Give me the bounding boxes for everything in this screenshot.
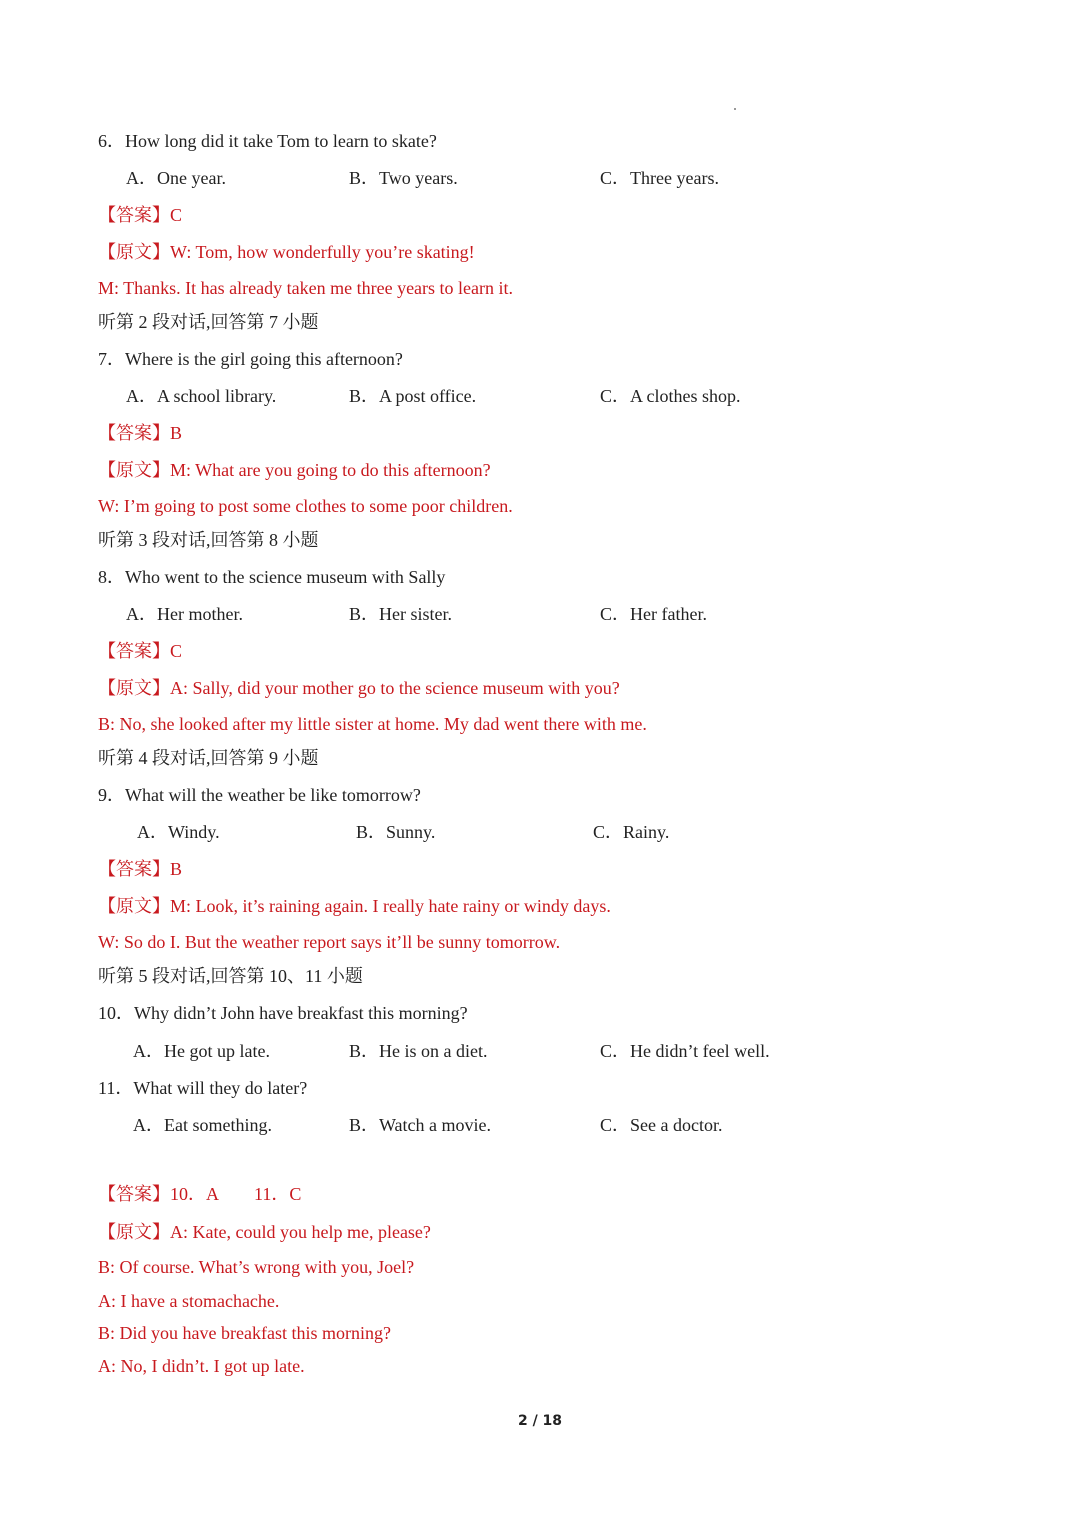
section-heading-4: 听第 4 段对话,回答第 9 小题	[98, 748, 319, 768]
q8-option-c: C．Her father.	[600, 604, 707, 624]
q10-11-transcript-line-1: 【原文】A: Kate, could you help me, please?	[98, 1222, 431, 1242]
question-6: 6．How long did it take Tom to learn to skate?	[98, 131, 437, 151]
q6-option-b: B．Two years.	[349, 168, 458, 188]
q10-11-transcript-line-2: B: Of course. What’s wrong with you, Joel?	[98, 1257, 415, 1277]
question-8: 8．Who went to the science museum with Sally	[98, 567, 446, 587]
q7-option-a: A．A school library.	[126, 386, 277, 406]
q6-transcript-line-1: 【原文】W: Tom, how wonderfully you’re skating!	[98, 242, 475, 262]
section-heading-3: 听第 3 段对话,回答第 8 小题	[98, 530, 319, 550]
q8-transcript-line-1: 【原文】A: Sally, did your mother go to the science museum with you?	[98, 678, 620, 698]
section-heading-5: 听第 5 段对话,回答第 10、11 小题	[98, 966, 363, 986]
q8-answer: 【答案】C	[98, 641, 183, 661]
q10-11-transcript-line-5: A: No, I didn’t. I got up late.	[98, 1356, 305, 1376]
q10-11-transcript-line-4: B: Did you have breakfast this morning?	[98, 1323, 391, 1343]
q9-transcript-line-2: W: So do I. But the weather report says it’ll be sunny tomorrow.	[98, 932, 561, 952]
q10-11-answer: 【答案】10．A 11．C	[98, 1184, 302, 1204]
q7-transcript-line-2: W: I’m going to post some clothes to some poor children.	[98, 496, 513, 516]
question-10: 10．Why didn’t John have breakfast this morning?	[98, 1003, 468, 1023]
question-9: 9．What will the weather be like tomorrow?	[98, 785, 421, 805]
q7-option-b: B．A post office.	[349, 386, 477, 406]
question-11: 11．What will they do later?	[98, 1078, 308, 1098]
q11-option-c: C．See a doctor.	[600, 1115, 723, 1135]
q8-option-b: B．Her sister.	[349, 604, 452, 624]
q10-option-b: B．He is on a diet.	[349, 1041, 488, 1061]
q7-answer: 【答案】B	[98, 423, 183, 443]
q7-option-c: C．A clothes shop.	[600, 386, 741, 406]
scan-dot	[734, 108, 736, 110]
q6-transcript-line-2: M: Thanks. It has already taken me three years to learn it.	[98, 278, 514, 298]
q8-option-a: A．Her mother.	[126, 604, 243, 624]
q10-option-a: A．He got up late.	[133, 1041, 270, 1061]
q9-option-b: B．Sunny.	[356, 822, 436, 842]
q9-answer: 【答案】B	[98, 859, 183, 879]
q10-11-transcript-line-3: A: I have a stomachache.	[98, 1291, 280, 1311]
page-number: 2 / 18	[517, 1413, 563, 1429]
q6-option-c: C．Three years.	[600, 168, 719, 188]
q9-transcript-line-1: 【原文】M: Look, it’s raining again. I really hate rainy or windy days.	[98, 896, 611, 916]
q7-transcript-line-1: 【原文】M: What are you going to do this afternoon?	[98, 460, 491, 480]
q9-option-a: A．Windy.	[137, 822, 220, 842]
q10-option-c: C．He didn’t feel well.	[600, 1041, 770, 1061]
q11-option-b: B．Watch a movie.	[349, 1115, 492, 1135]
question-7: 7．Where is the girl going this afternoon?	[98, 349, 403, 369]
section-heading-2: 听第 2 段对话,回答第 7 小题	[98, 312, 319, 332]
q9-option-c: C．Rainy.	[593, 822, 670, 842]
q6-answer: 【答案】C	[98, 205, 183, 225]
q6-option-a: A．One year.	[126, 168, 226, 188]
q8-transcript-line-2: B: No, she looked after my little sister at home. My dad went there with me.	[98, 714, 647, 734]
q11-option-a: A．Eat something.	[133, 1115, 272, 1135]
